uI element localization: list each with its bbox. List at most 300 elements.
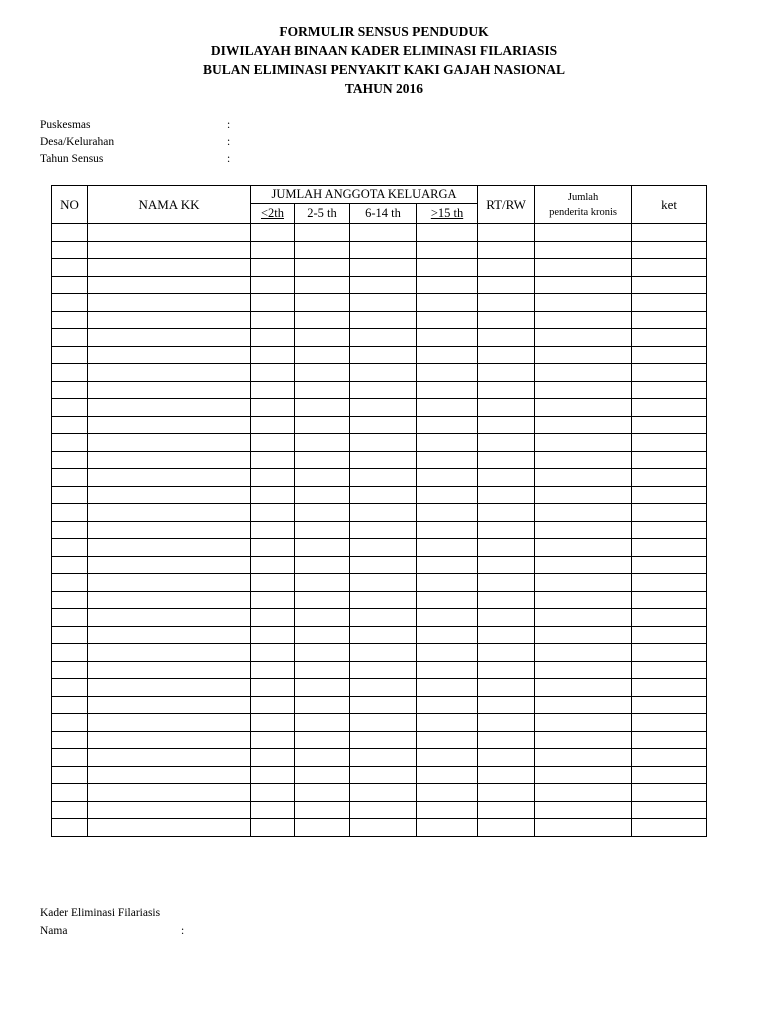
age-under-2-cell[interactable] [251,399,295,417]
rt-rw-cell[interactable] [478,766,535,784]
age-over-15-cell[interactable] [417,224,478,242]
age-6-14-cell[interactable] [350,364,417,382]
rt-rw-cell[interactable] [478,364,535,382]
age-6-14-cell[interactable] [350,749,417,767]
age-over-15-cell[interactable] [417,679,478,697]
nama-kk-cell[interactable] [88,416,251,434]
ket-cell[interactable] [632,679,707,697]
no-cell[interactable] [52,329,88,347]
rt-rw-cell[interactable] [478,801,535,819]
ket-cell[interactable] [632,609,707,627]
jumlah-penderita-cell[interactable] [535,416,632,434]
rt-rw-cell[interactable] [478,661,535,679]
jumlah-penderita-cell[interactable] [535,504,632,522]
ket-cell[interactable] [632,556,707,574]
rt-rw-cell[interactable] [478,591,535,609]
age-over-15-cell[interactable] [417,539,478,557]
age-2-5-cell[interactable] [295,801,350,819]
age-over-15-cell[interactable] [417,644,478,662]
nama-kk-cell[interactable] [88,539,251,557]
rt-rw-cell[interactable] [478,609,535,627]
age-2-5-cell[interactable] [295,469,350,487]
age-under-2-cell[interactable] [251,486,295,504]
rt-rw-cell[interactable] [478,679,535,697]
rt-rw-cell[interactable] [478,224,535,242]
no-cell[interactable] [52,819,88,837]
jumlah-penderita-cell[interactable] [535,609,632,627]
jumlah-penderita-cell[interactable] [535,696,632,714]
no-cell[interactable] [52,731,88,749]
jumlah-penderita-cell[interactable] [535,311,632,329]
ket-cell[interactable] [632,626,707,644]
no-cell[interactable] [52,259,88,277]
ket-cell[interactable] [632,521,707,539]
ket-cell[interactable] [632,591,707,609]
rt-rw-cell[interactable] [478,784,535,802]
nama-kk-cell[interactable] [88,661,251,679]
age-under-2-cell[interactable] [251,311,295,329]
no-cell[interactable] [52,311,88,329]
rt-rw-cell[interactable] [478,346,535,364]
age-under-2-cell[interactable] [251,731,295,749]
age-2-5-cell[interactable] [295,504,350,522]
nama-kk-cell[interactable] [88,556,251,574]
age-under-2-cell[interactable] [251,521,295,539]
age-under-2-cell[interactable] [251,539,295,557]
rt-rw-cell[interactable] [478,819,535,837]
nama-kk-cell[interactable] [88,399,251,417]
ket-cell[interactable] [632,469,707,487]
no-cell[interactable] [52,626,88,644]
nama-kk-cell[interactable] [88,696,251,714]
age-6-14-cell[interactable] [350,469,417,487]
ket-cell[interactable] [632,364,707,382]
no-cell[interactable] [52,661,88,679]
age-under-2-cell[interactable] [251,696,295,714]
jumlah-penderita-cell[interactable] [535,574,632,592]
age-over-15-cell[interactable] [417,521,478,539]
nama-kk-cell[interactable] [88,749,251,767]
age-under-2-cell[interactable] [251,644,295,662]
ket-cell[interactable] [632,224,707,242]
ket-cell[interactable] [632,276,707,294]
ket-cell[interactable] [632,434,707,452]
nama-kk-cell[interactable] [88,311,251,329]
nama-kk-cell[interactable] [88,644,251,662]
rt-rw-cell[interactable] [478,731,535,749]
nama-kk-cell[interactable] [88,381,251,399]
age-under-2-cell[interactable] [251,749,295,767]
no-cell[interactable] [52,276,88,294]
age-6-14-cell[interactable] [350,416,417,434]
rt-rw-cell[interactable] [478,749,535,767]
age-6-14-cell[interactable] [350,486,417,504]
no-cell[interactable] [52,434,88,452]
age-6-14-cell[interactable] [350,329,417,347]
age-6-14-cell[interactable] [350,311,417,329]
age-over-15-cell[interactable] [417,661,478,679]
jumlah-penderita-cell[interactable] [535,819,632,837]
jumlah-penderita-cell[interactable] [535,749,632,767]
no-cell[interactable] [52,696,88,714]
age-6-14-cell[interactable] [350,521,417,539]
age-2-5-cell[interactable] [295,591,350,609]
ket-cell[interactable] [632,749,707,767]
age-2-5-cell[interactable] [295,539,350,557]
rt-rw-cell[interactable] [478,381,535,399]
age-2-5-cell[interactable] [295,224,350,242]
age-over-15-cell[interactable] [417,556,478,574]
jumlah-penderita-cell[interactable] [535,539,632,557]
nama-kk-cell[interactable] [88,241,251,259]
age-6-14-cell[interactable] [350,294,417,312]
age-under-2-cell[interactable] [251,294,295,312]
age-2-5-cell[interactable] [295,294,350,312]
rt-rw-cell[interactable] [478,451,535,469]
age-2-5-cell[interactable] [295,521,350,539]
jumlah-penderita-cell[interactable] [535,469,632,487]
age-2-5-cell[interactable] [295,766,350,784]
nama-kk-cell[interactable] [88,259,251,277]
no-cell[interactable] [52,451,88,469]
age-under-2-cell[interactable] [251,801,295,819]
ket-cell[interactable] [632,329,707,347]
jumlah-penderita-cell[interactable] [535,626,632,644]
age-6-14-cell[interactable] [350,784,417,802]
no-cell[interactable] [52,644,88,662]
age-6-14-cell[interactable] [350,819,417,837]
no-cell[interactable] [52,539,88,557]
age-6-14-cell[interactable] [350,714,417,732]
age-over-15-cell[interactable] [417,364,478,382]
ket-cell[interactable] [632,311,707,329]
jumlah-penderita-cell[interactable] [535,224,632,242]
age-6-14-cell[interactable] [350,574,417,592]
age-2-5-cell[interactable] [295,661,350,679]
age-2-5-cell[interactable] [295,696,350,714]
age-over-15-cell[interactable] [417,346,478,364]
age-6-14-cell[interactable] [350,626,417,644]
jumlah-penderita-cell[interactable] [535,399,632,417]
no-cell[interactable] [52,556,88,574]
age-under-2-cell[interactable] [251,556,295,574]
jumlah-penderita-cell[interactable] [535,364,632,382]
no-cell[interactable] [52,486,88,504]
age-under-2-cell[interactable] [251,381,295,399]
age-over-15-cell[interactable] [417,416,478,434]
age-over-15-cell[interactable] [417,784,478,802]
age-over-15-cell[interactable] [417,609,478,627]
age-6-14-cell[interactable] [350,609,417,627]
no-cell[interactable] [52,766,88,784]
ket-cell[interactable] [632,416,707,434]
age-over-15-cell[interactable] [417,294,478,312]
ket-cell[interactable] [632,539,707,557]
age-6-14-cell[interactable] [350,679,417,697]
jumlah-penderita-cell[interactable] [535,714,632,732]
nama-kk-cell[interactable] [88,521,251,539]
age-under-2-cell[interactable] [251,609,295,627]
age-under-2-cell[interactable] [251,346,295,364]
age-under-2-cell[interactable] [251,364,295,382]
rt-rw-cell[interactable] [478,399,535,417]
age-over-15-cell[interactable] [417,241,478,259]
no-cell[interactable] [52,346,88,364]
jumlah-penderita-cell[interactable] [535,784,632,802]
ket-cell[interactable] [632,399,707,417]
nama-kk-cell[interactable] [88,784,251,802]
age-6-14-cell[interactable] [350,539,417,557]
ket-cell[interactable] [632,731,707,749]
age-over-15-cell[interactable] [417,819,478,837]
ket-cell[interactable] [632,766,707,784]
age-2-5-cell[interactable] [295,556,350,574]
age-over-15-cell[interactable] [417,714,478,732]
age-under-2-cell[interactable] [251,241,295,259]
nama-kk-cell[interactable] [88,329,251,347]
nama-kk-cell[interactable] [88,766,251,784]
jumlah-penderita-cell[interactable] [535,679,632,697]
age-over-15-cell[interactable] [417,749,478,767]
no-cell[interactable] [52,591,88,609]
nama-kk-cell[interactable] [88,574,251,592]
age-6-14-cell[interactable] [350,504,417,522]
age-6-14-cell[interactable] [350,556,417,574]
rt-rw-cell[interactable] [478,469,535,487]
ket-cell[interactable] [632,381,707,399]
age-over-15-cell[interactable] [417,591,478,609]
age-over-15-cell[interactable] [417,486,478,504]
rt-rw-cell[interactable] [478,696,535,714]
no-cell[interactable] [52,381,88,399]
age-2-5-cell[interactable] [295,364,350,382]
age-6-14-cell[interactable] [350,259,417,277]
ket-cell[interactable] [632,644,707,662]
age-2-5-cell[interactable] [295,276,350,294]
age-under-2-cell[interactable] [251,819,295,837]
jumlah-penderita-cell[interactable] [535,381,632,399]
rt-rw-cell[interactable] [478,574,535,592]
ket-cell[interactable] [632,241,707,259]
no-cell[interactable] [52,801,88,819]
age-over-15-cell[interactable] [417,311,478,329]
age-6-14-cell[interactable] [350,346,417,364]
age-over-15-cell[interactable] [417,451,478,469]
ket-cell[interactable] [632,346,707,364]
age-under-2-cell[interactable] [251,276,295,294]
jumlah-penderita-cell[interactable] [535,294,632,312]
rt-rw-cell[interactable] [478,241,535,259]
age-6-14-cell[interactable] [350,644,417,662]
no-cell[interactable] [52,364,88,382]
age-2-5-cell[interactable] [295,609,350,627]
ket-cell[interactable] [632,294,707,312]
nama-kk-cell[interactable] [88,819,251,837]
ket-cell[interactable] [632,714,707,732]
nama-kk-cell[interactable] [88,451,251,469]
age-over-15-cell[interactable] [417,381,478,399]
age-2-5-cell[interactable] [295,434,350,452]
no-cell[interactable] [52,784,88,802]
jumlah-penderita-cell[interactable] [535,329,632,347]
age-2-5-cell[interactable] [295,679,350,697]
no-cell[interactable] [52,749,88,767]
age-over-15-cell[interactable] [417,574,478,592]
jumlah-penderita-cell[interactable] [535,731,632,749]
nama-kk-cell[interactable] [88,591,251,609]
nama-kk-cell[interactable] [88,731,251,749]
ket-cell[interactable] [632,259,707,277]
age-under-2-cell[interactable] [251,434,295,452]
jumlah-penderita-cell[interactable] [535,346,632,364]
age-over-15-cell[interactable] [417,399,478,417]
rt-rw-cell[interactable] [478,434,535,452]
age-under-2-cell[interactable] [251,469,295,487]
age-over-15-cell[interactable] [417,504,478,522]
no-cell[interactable] [52,679,88,697]
age-under-2-cell[interactable] [251,626,295,644]
age-6-14-cell[interactable] [350,661,417,679]
nama-kk-cell[interactable] [88,276,251,294]
jumlah-penderita-cell[interactable] [535,644,632,662]
nama-kk-cell[interactable] [88,346,251,364]
jumlah-penderita-cell[interactable] [535,259,632,277]
no-cell[interactable] [52,521,88,539]
jumlah-penderita-cell[interactable] [535,451,632,469]
age-2-5-cell[interactable] [295,241,350,259]
age-over-15-cell[interactable] [417,276,478,294]
rt-rw-cell[interactable] [478,504,535,522]
nama-kk-cell[interactable] [88,504,251,522]
jumlah-penderita-cell[interactable] [535,661,632,679]
nama-kk-cell[interactable] [88,486,251,504]
nama-kk-cell[interactable] [88,801,251,819]
age-under-2-cell[interactable] [251,416,295,434]
ket-cell[interactable] [632,819,707,837]
rt-rw-cell[interactable] [478,521,535,539]
jumlah-penderita-cell[interactable] [535,241,632,259]
no-cell[interactable] [52,294,88,312]
rt-rw-cell[interactable] [478,539,535,557]
age-6-14-cell[interactable] [350,381,417,399]
ket-cell[interactable] [632,486,707,504]
age-over-15-cell[interactable] [417,731,478,749]
age-under-2-cell[interactable] [251,329,295,347]
nama-kk-cell[interactable] [88,626,251,644]
nama-kk-cell[interactable] [88,609,251,627]
age-over-15-cell[interactable] [417,626,478,644]
age-2-5-cell[interactable] [295,644,350,662]
age-6-14-cell[interactable] [350,276,417,294]
rt-rw-cell[interactable] [478,714,535,732]
age-2-5-cell[interactable] [295,819,350,837]
no-cell[interactable] [52,574,88,592]
age-6-14-cell[interactable] [350,241,417,259]
age-2-5-cell[interactable] [295,416,350,434]
no-cell[interactable] [52,224,88,242]
no-cell[interactable] [52,241,88,259]
nama-kk-cell[interactable] [88,714,251,732]
rt-rw-cell[interactable] [478,329,535,347]
age-2-5-cell[interactable] [295,329,350,347]
age-under-2-cell[interactable] [251,451,295,469]
no-cell[interactable] [52,609,88,627]
nama-kk-cell[interactable] [88,434,251,452]
age-2-5-cell[interactable] [295,486,350,504]
age-under-2-cell[interactable] [251,259,295,277]
jumlah-penderita-cell[interactable] [535,766,632,784]
age-over-15-cell[interactable] [417,434,478,452]
nama-kk-cell[interactable] [88,364,251,382]
age-6-14-cell[interactable] [350,766,417,784]
age-2-5-cell[interactable] [295,399,350,417]
age-under-2-cell[interactable] [251,766,295,784]
rt-rw-cell[interactable] [478,259,535,277]
rt-rw-cell[interactable] [478,311,535,329]
age-under-2-cell[interactable] [251,784,295,802]
age-under-2-cell[interactable] [251,224,295,242]
age-6-14-cell[interactable] [350,696,417,714]
ket-cell[interactable] [632,801,707,819]
age-2-5-cell[interactable] [295,346,350,364]
age-under-2-cell[interactable] [251,574,295,592]
nama-kk-cell[interactable] [88,469,251,487]
age-over-15-cell[interactable] [417,766,478,784]
no-cell[interactable] [52,399,88,417]
age-6-14-cell[interactable] [350,731,417,749]
age-2-5-cell[interactable] [295,714,350,732]
ket-cell[interactable] [632,696,707,714]
age-over-15-cell[interactable] [417,801,478,819]
age-under-2-cell[interactable] [251,679,295,697]
ket-cell[interactable] [632,451,707,469]
no-cell[interactable] [52,416,88,434]
age-2-5-cell[interactable] [295,381,350,399]
rt-rw-cell[interactable] [478,626,535,644]
age-2-5-cell[interactable] [295,574,350,592]
jumlah-penderita-cell[interactable] [535,276,632,294]
age-2-5-cell[interactable] [295,259,350,277]
jumlah-penderita-cell[interactable] [535,556,632,574]
jumlah-penderita-cell[interactable] [535,434,632,452]
age-6-14-cell[interactable] [350,591,417,609]
age-under-2-cell[interactable] [251,504,295,522]
age-over-15-cell[interactable] [417,469,478,487]
ket-cell[interactable] [632,661,707,679]
age-2-5-cell[interactable] [295,731,350,749]
age-over-15-cell[interactable] [417,259,478,277]
rt-rw-cell[interactable] [478,556,535,574]
age-2-5-cell[interactable] [295,626,350,644]
jumlah-penderita-cell[interactable] [535,801,632,819]
age-2-5-cell[interactable] [295,749,350,767]
rt-rw-cell[interactable] [478,276,535,294]
age-2-5-cell[interactable] [295,784,350,802]
ket-cell[interactable] [632,574,707,592]
age-under-2-cell[interactable] [251,714,295,732]
age-under-2-cell[interactable] [251,661,295,679]
no-cell[interactable] [52,714,88,732]
age-2-5-cell[interactable] [295,311,350,329]
age-6-14-cell[interactable] [350,399,417,417]
age-6-14-cell[interactable] [350,451,417,469]
age-6-14-cell[interactable] [350,801,417,819]
nama-kk-cell[interactable] [88,224,251,242]
age-6-14-cell[interactable] [350,224,417,242]
age-over-15-cell[interactable] [417,329,478,347]
rt-rw-cell[interactable] [478,644,535,662]
age-2-5-cell[interactable] [295,451,350,469]
